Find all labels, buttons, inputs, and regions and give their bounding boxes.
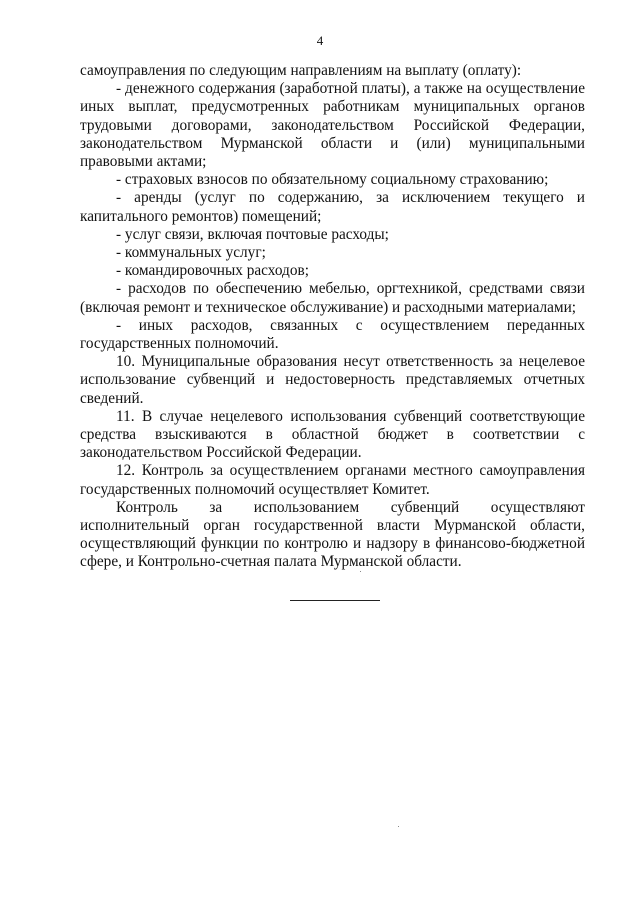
document-body	[80, 62, 585, 572]
clause-10: 10. Муниципальные образования несут ответственность за нецелевое использование субвенций и недостоверность представляемых отчетных сведений.	[80, 353, 585, 407]
list-item-other: - иных расходов, связанных с осуществлением переданных государственных полномочий.	[80, 316, 585, 353]
control-paragraph: Контроль за использованием субвенций осуществляют исполнительный орган государственной власти Мурманской области, осуществляющий функции по контролю и надзору в финансово-бюджетной сфере, и Контрольно-счетная палата Мурманской области.	[80, 498, 585, 571]
list-item-rent: - аренды (услуг по содержанию, за исключением текущего и капитального ремонтов) помещений;	[80, 189, 585, 225]
list-item-communications: - услуг связи, включая почтовые расходы;	[116, 225, 389, 243]
list-item-equipment: - расходов по обеспечению мебелью, оргтехникой, средствами связи (включая ремонт и техническое обслуживание) и расходными материалами;	[80, 280, 585, 316]
closing-separator-line	[290, 600, 380, 601]
scan-speck	[360, 571, 361, 572]
list-item-travel: - командировочных расходов;	[116, 262, 309, 280]
list-item-insurance: - страховых взносов по обязательному социальному страхованию;	[116, 171, 549, 189]
page-number: 4	[316, 33, 324, 48]
paragraph-continuation: самоуправления по следующим направлениям на выплату (оплату):	[80, 62, 522, 79]
scan-speck	[398, 826, 399, 827]
list-item-utilities: - коммунальных услуг;	[116, 244, 266, 262]
clause-12: 12. Контроль за осуществлением органами местного самоуправления государственных полномочий осуществляет Комитет.	[80, 462, 585, 498]
clause-11: 11. В случае нецелевого использования субвенций соответствующие средства взыскиваются в областной бюджет в соответствии с законодательством Российской Федерации.	[80, 407, 585, 462]
list-item-salary: - денежного содержания (заработной платы), а также на осуществление иных выплат, предусмотренных работникам муниципальных органов трудовыми договорами, законодательством Российской Федерации, законодательством Мурманской области и (или) муниципальными правовыми актами;	[80, 80, 585, 171]
